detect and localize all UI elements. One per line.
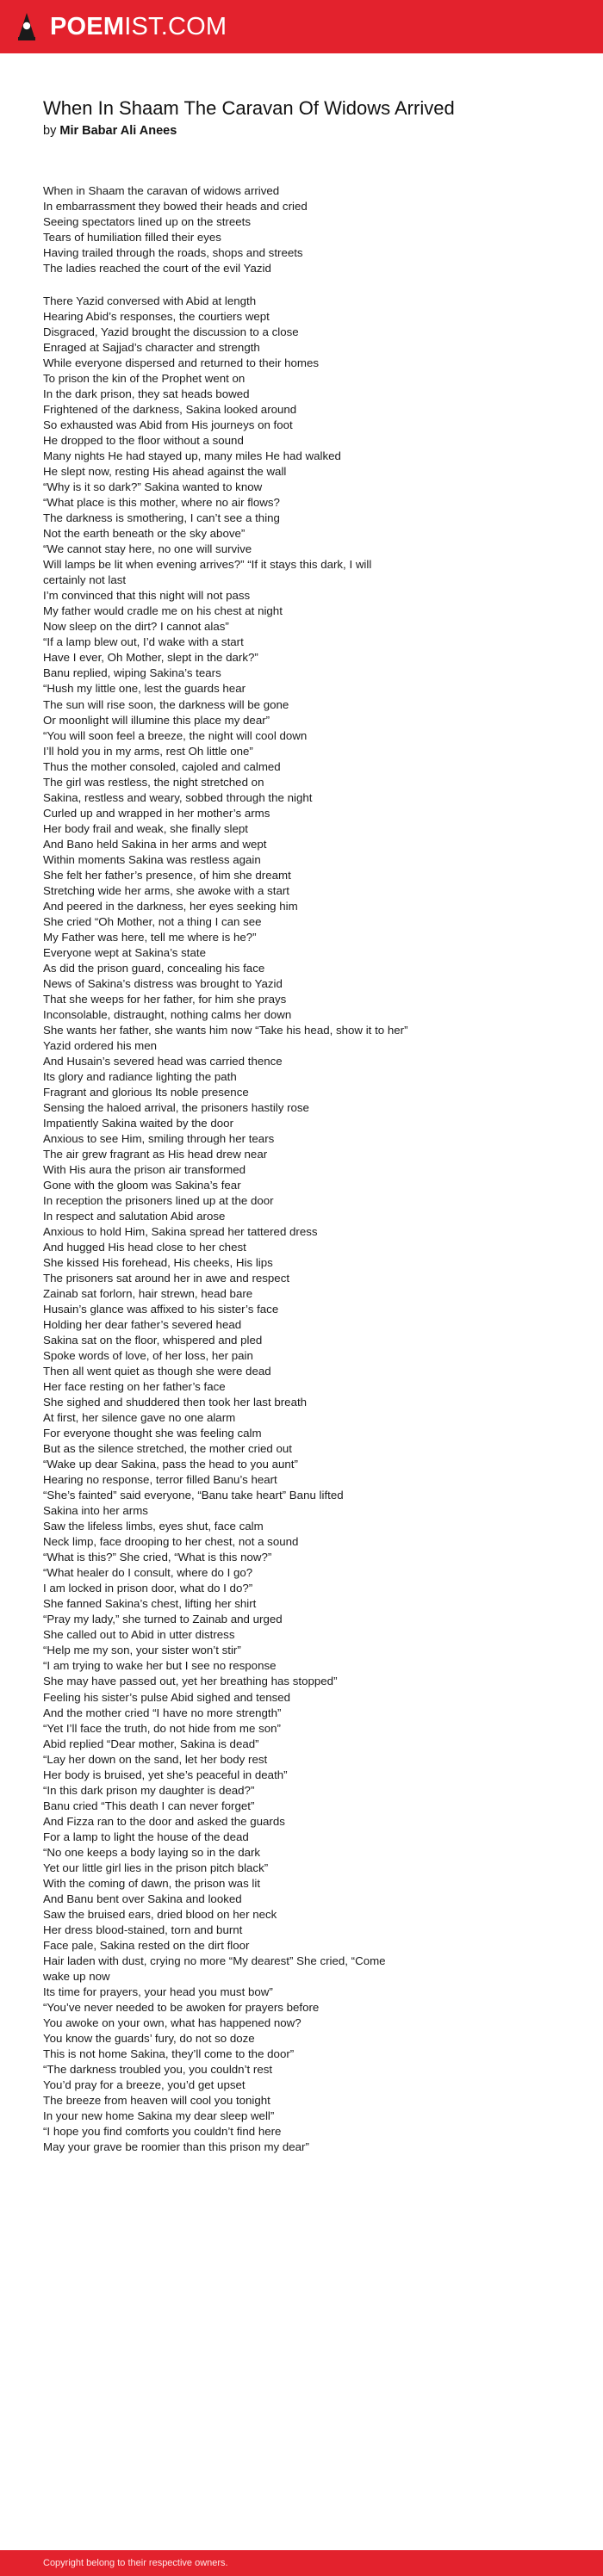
poem-line: Hearing Abid’s responses, the courtiers wept [43,310,270,324]
poem-line: She sighed and shuddered then took her last breath [43,1396,308,1409]
poem-line: In the dark prison, they sat heads bowed [43,387,250,401]
byline [43,123,569,139]
poem-line: In embarrassment they bowed their heads and cried [43,200,308,214]
poem-line: She called out to Abid in utter distress [43,1628,235,1642]
poem-line: Everyone wept at Sakina’s state [43,945,206,959]
author-name[interactable]: Mir Babar Ali Anees [59,124,177,138]
poem-line: Husain’s glance was affixed to his sister’s face [43,1303,279,1316]
poem-line: “Wake up dear Sakina, pass the head to you aunt” [43,1458,298,1471]
poem-line: For a lamp to light the house of the dead [43,1830,249,1843]
poem-line: Holding her dear father’s severed head [43,1318,242,1332]
poem-line: Many nights He had stayed up, many miles He had walked [43,449,341,463]
poem-line: I’ll hold you in my arms, rest Oh little one” [43,744,253,758]
poem-line: Sakina, restless and weary, sobbed through the night [43,790,313,804]
poem-line: For everyone thought she was feeling calm [43,1427,262,1440]
poem-line: “No one keeps a body laying so in the dark [43,1845,261,1859]
poem-title: When In Shaam The Caravan Of Widows Arrived [43,97,455,119]
poem-line: She kissed His forehead, His cheeks, His lips [43,1256,273,1270]
poem-line: “She’s fainted” said everyone, “Banu take heart” Banu lifted [43,1489,344,1502]
poem-line: Sakina sat on the floor, whispered and pled [43,1334,263,1347]
poem-line: Disgraced, Yazid brought the discussion to a close [43,325,299,339]
poem-line: She cried “Oh Mother, not a thing I can see [43,914,262,928]
poem-line: She wants her father, she wants him now “Take his head, show it to her” [43,1023,408,1037]
poem-line: Seeing spectators lined up on the streets [43,215,251,229]
poem-stanza [43,294,569,2155]
poem-line: “I am trying to wake her but I see no response [43,1659,277,1673]
poem-line: The breeze from heaven will cool you tonight [43,2093,270,2107]
poem-line: Sakina into her arms [43,1504,148,1518]
poem-line: “I hope you find comforts you couldn’t find here [43,2124,282,2138]
poem-line: Impatiently Sakina waited by the door [43,1116,234,1130]
poem-line: “Why is it so dark?” Sakina wanted to know [43,480,263,494]
poem-line: Within moments Sakina was restless again [43,852,261,866]
poem-line: And Fizza ran to the door and asked the guards [43,1814,285,1828]
poem-line: At first, her silence gave no one alarm [43,1411,236,1425]
poem-line: And peered in the darkness, her eyes seeking him [43,899,298,913]
poem-line: Neck limp, face drooping to her chest, not a sound [43,1535,299,1549]
poem-stanza [43,183,569,276]
poem-line: So exhausted was Abid from His journeys on foot [43,418,293,432]
poem-line: My father would cradle me on his chest at night [43,604,283,618]
poem-line: She fanned Sakina’s chest, lifting her shirt [43,1597,257,1611]
poem-line: Curled up and wrapped in her mother’s arms [43,806,270,820]
poem-line: You know the guards’ fury, do not so doze [43,2031,255,2045]
poem-line: “Help me my son, your sister won’t stir” [43,1644,241,1657]
poem-line: Gone with the gloom was Sakina’s fear [43,1178,241,1192]
poem-line: Its time for prayers, your head you must bow” [43,1985,273,1998]
poem-line: “The darkness troubled you, you couldn’t rest [43,2062,273,2076]
poem-line: He slept now, resting His ahead against the wall [43,465,287,479]
poem-line: The darkness is smothering, I can’t see a thing [43,511,280,525]
poem-line: As did the prison guard, concealing his face [43,961,265,975]
poem-line: Her dress blood-stained, torn and burnt [43,1923,243,1936]
poem-line: And Bano held Sakina in her arms and wept [43,837,267,851]
poem-line: You awoke on your own, what has happened now? [43,2016,302,2029]
poem-line: To prison the kin of the Prophet went on [43,372,246,386]
poem-line: I’m convinced that this night will not pass [43,589,251,603]
poem-line: Hearing no response, terror filled Banu’s heart [43,1473,277,1487]
poem-line: The air grew fragrant as His head drew near [43,1147,268,1161]
poem-line: The prisoners sat around her in awe and respect [43,1272,290,1285]
poem-line: And Husain’s severed head was carried thence [43,1054,283,1068]
poem-line: I am locked in prison door, what do I do?” [43,1582,253,1595]
poem-line: Or moonlight will illumine this place my dear” [43,713,270,727]
poem-line: Zainab sat forlorn, hair strewn, head bare [43,1287,253,1301]
poet-silhouette-icon[interactable] [16,11,38,42]
poem-line: “If a lamp blew out, I’d wake with a start [43,635,244,649]
poem-line: In reception the prisoners lined up at the door [43,1194,274,1207]
poem-line: There Yazid conversed with Abid at length [43,294,257,308]
poem-line: Then all went quiet as though she were dead [43,1365,271,1378]
poem-line: Having trailed through the roads, shops and streets [43,246,303,260]
poem-line: Saw the bruised ears, dried blood on her neck [43,1907,277,1921]
poem-line: Anxious to see Him, smiling through her tears [43,1131,275,1145]
poem-line: “Yet I’ll face the truth, do not hide from me son” [43,1721,281,1735]
poem-container [43,96,569,2172]
poem-line: With the coming of dawn, the prison was lit [43,1876,261,1890]
poem-line: The ladies reached the court of the evil Yazid [43,262,271,276]
poem-line: Sensing the haloed arrival, the prisoners hastily rose [43,1100,309,1114]
poem-line: Its glory and radiance lighting the path [43,1069,237,1083]
poem-line: certainly not last [43,573,127,587]
poem-line: My Father was here, tell me where is he?” [43,930,257,944]
poem-line: And Banu bent over Sakina and looked [43,1892,242,1905]
poem-line: While everyone dispersed and returned to their homes [43,356,320,370]
poem-line: But as the silence stretched, the mother cried out [43,1442,292,1456]
poem-line: Enraged at Sajjad’s character and strength [43,341,260,355]
poem-line: Abid replied “Dear mother, Sakina is dead” [43,1737,259,1750]
poem-line: Stretching wide her arms, she awoke with a start [43,883,290,897]
copyright-notice: Copyright belong to their respective owners. [43,2558,228,2568]
poem-line: “Lay her down on the sand, let her body rest [43,1752,268,1766]
poem-line: And the mother cried “I have no more strength” [43,1706,282,1719]
poem-line: The sun will rise soon, the darkness will be gone [43,697,289,711]
site-footer [0,2550,603,2576]
poem-line: Hair laden with dust, crying no more “My dearest” She cried, “Come [43,1954,386,1967]
poem-line: And hugged His head close to her chest [43,1241,246,1254]
poem-line: In your new home Sakina my dear sleep well” [43,2108,275,2122]
poem-line: Will lamps be lit when evening arrives?” “If it stays this dark, I will [43,558,372,572]
poem-line: When in Shaam the caravan of widows arrived [43,184,280,197]
poem-line: Banu cried “This death I can never forget” [43,1799,255,1812]
poem-line: “What healer do I consult, where do I go? [43,1566,253,1580]
poem-line: “You’ve never needed to be awoken for prayers before [43,2000,320,2014]
poem-line: “Hush my little one, lest the guards hear [43,682,246,696]
poem-line: May your grave be roomier than this prison my dear” [43,2139,309,2153]
poem-line: Now sleep on the dirt? I cannot alas” [43,620,229,634]
poem-line: Fragrant and glorious Its noble presence [43,1085,249,1099]
poem-line: Thus the mother consoled, cajoled and calmed [43,759,281,773]
poem-line: Face pale, Sakina rested on the dirt floor [43,1938,250,1952]
poem-line: In respect and salutation Abid arose [43,1210,226,1223]
poem-line: Yazid ordered his men [43,1038,158,1052]
poem-line: “You will soon feel a breeze, the night will cool down [43,728,308,742]
poem-line: With His aura the prison air transformed [43,1162,246,1176]
poem-line: Not the earth beneath or the sky above” [43,527,246,541]
poem-line: Banu replied, wiping Sakina’s tears [43,666,221,680]
poem-line: Inconsolable, distraught, nothing calms her down [43,1007,292,1021]
poem-line: “What place is this mother, where no air flows? [43,496,280,510]
poem-line: This is not home Sakina, they’ll come to the door” [43,2047,295,2060]
byline-prefix: by [43,124,57,138]
poem-line: “We cannot stay here, no one will survive [43,542,252,556]
poem-line: wake up now [43,1969,110,1983]
poem-line: Anxious to hold Him, Sakina spread her tattered dress [43,1225,318,1239]
poem-line: He dropped to the floor without a sound [43,434,244,448]
poem-line: Spoke words of love, of her loss, her pain [43,1349,253,1363]
site-header [0,0,603,53]
poem-line: Frightened of the darkness, Sakina looked around [43,403,297,417]
poem-line: Her face resting on her father’s face [43,1380,226,1394]
site-logo[interactable]: POEMIST.COM [50,13,227,40]
poem-line: She felt her father’s presence, of him she dreamt [43,868,291,882]
poem-line: That she weeps for her father, for him she prays [43,992,287,1006]
poem-line: The girl was restless, the night stretched on [43,775,264,789]
poem-line: Saw the lifeless limbs, eyes shut, face calm [43,1520,264,1533]
poem-line: Feeling his sister’s pulse Abid sighed and tensed [43,1690,291,1704]
poem-line: “What is this?” She cried, “What is this now?” [43,1551,272,1564]
poem-line: “Pray my lady,” she turned to Zainab and urged [43,1613,283,1626]
poem-line: “In this dark prison my daughter is dead?” [43,1783,255,1797]
poem-line: Have I ever, Oh Mother, slept in the dark?” [43,651,258,665]
poem-line: Her body is bruised, yet she’s peaceful in death” [43,1768,288,1781]
poem-line: News of Sakina’s distress was brought to Yazid [43,976,283,990]
poem-line: You’d pray for a breeze, you’d get upset [43,2078,246,2091]
poem-line: She may have passed out, yet her breathing has stopped” [43,1675,338,1688]
poem-line: Her body frail and weak, she finally slept [43,821,248,835]
poem-line: Tears of humiliation filled their eyes [43,231,221,245]
poem-line: Yet our little girl lies in the prison pitch black” [43,1861,269,1874]
poem-body [43,183,569,2155]
